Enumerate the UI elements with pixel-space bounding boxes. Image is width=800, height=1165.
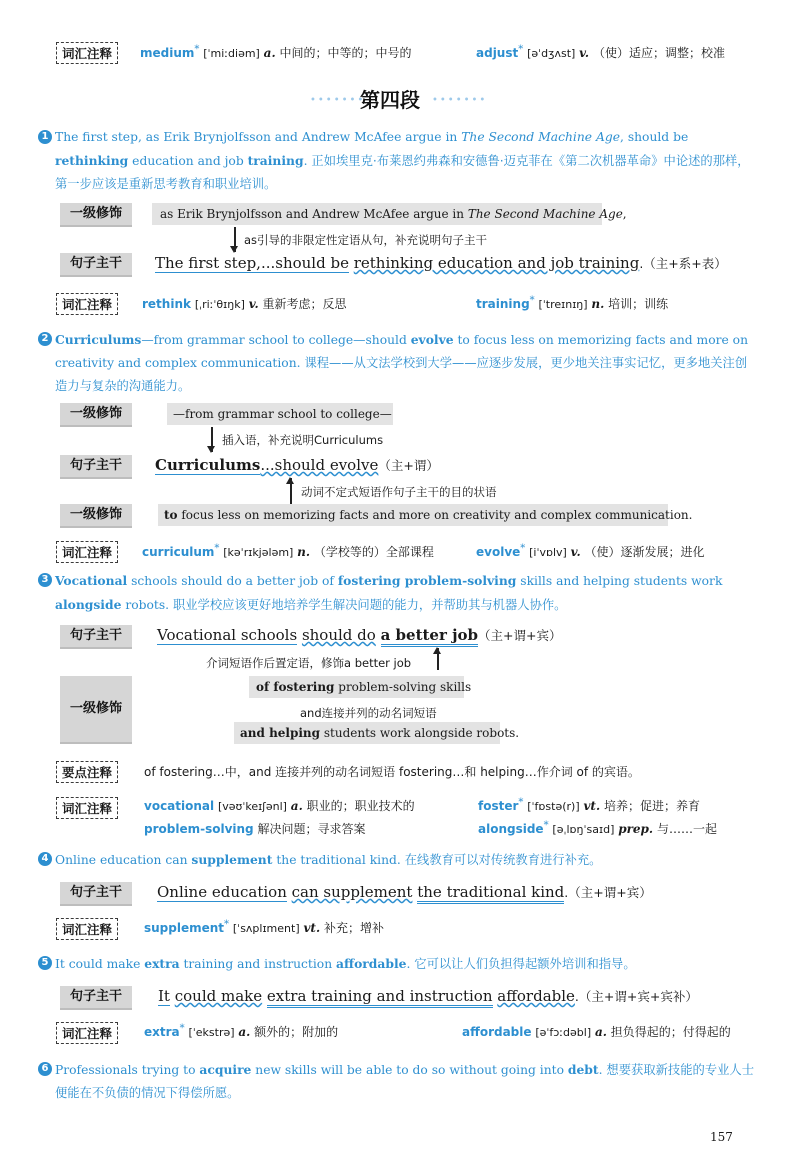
vocab-entry: rethink [ˌriːˈθɪŋk] v. 重新考虑；反思 <box>142 297 347 311</box>
arrow-icon <box>211 427 213 452</box>
modifier-text: —from grammar school to college— <box>173 407 392 421</box>
main-clause: Vocational schools should do a better job（主+谓+宾） <box>157 626 561 644</box>
key-point-label: 要点注释 <box>56 761 118 783</box>
vocab-entry: extra* [ˈekstrə] a. 额外的；附加的 <box>144 1023 339 1039</box>
vocab-label: 词汇注释 <box>56 541 118 563</box>
sentence-text: Online education can supplement the traditional kind. 在线教育可以对传统教育进行补充。 <box>55 852 602 867</box>
sentence-number: 2 <box>38 332 52 346</box>
sentence-text: Vocational schools should do a better job of fostering problem-solving skills and helping students work alongside robots. 职业学校应该更好地培养学生解决问题的能力，并帮助其与机器人协作。 <box>55 573 723 612</box>
label-modifier: 一级修饰 <box>60 403 132 427</box>
arrow-icon <box>437 648 439 670</box>
label-main-clause: 句子主干 <box>60 253 132 277</box>
vocab-entry: foster* [ˈfɒstə(r)] vt. 培养；促进；养育 <box>478 797 700 813</box>
sentence-number: 5 <box>38 956 52 970</box>
main-clause: Online education can supplement the traditional kind.（主+谓+宾） <box>157 883 652 901</box>
title-dots-right: ••••••• <box>432 95 488 106</box>
sentence-text: Curriculums—from grammar school to college—should evolve to focus less on memorizing facts and more on creativity and complex communication. 课程——从文法学校到大学——应逐步发展，更少地关注事实记忆，更多地关注创造力与复杂的沟通能力。 <box>55 332 748 393</box>
label-modifier: 一级修饰 <box>60 676 132 744</box>
sentence-text: It could make extra training and instruction affordable. 它可以让人们负担得起额外培训和指导。 <box>55 956 636 971</box>
page-number: 157 <box>710 1130 733 1144</box>
sentence-number: 6 <box>38 1062 52 1076</box>
section-title: 第四段 <box>360 88 420 112</box>
vocab-label: 词汇注释 <box>56 797 118 819</box>
vocab-entry: alongside* [əˌlɒŋˈsaɪd] prep. 与……一起 <box>478 820 717 836</box>
arrow-icon <box>234 227 236 252</box>
main-clause: The first step,...should be rethinking education and job training.（主+系+表） <box>155 254 727 272</box>
main-clause: It could make extra training and instruction affordable.（主+谓+宾+宾补） <box>158 987 698 1005</box>
vocab-entry: training* [ˈtreɪnɪŋ] n. 培训；训练 <box>476 295 669 311</box>
vocab-label: 词汇注释 <box>56 918 118 940</box>
modifier-text: of fostering problem-solving skills <box>256 680 472 694</box>
title-dots-left: ••••••• <box>310 95 366 106</box>
sentence-number: 4 <box>38 852 52 866</box>
sentence-text: Professionals trying to acquire new skills will be able to do so without going into debt. 想要获取新技能的专业人士便能在不负债的情况下得偿所愿。 <box>55 1062 754 1100</box>
label-main-clause: 句子主干 <box>60 625 132 649</box>
vocab-entry: vocational [vəʊˈkeɪʃənl] a. 职业的；职业技术的 <box>144 799 415 813</box>
vocab-label: 词汇注释 <box>56 1022 118 1044</box>
vocab-entry: supplement* [ˈsʌplɪment] vt. 补充；增补 <box>144 919 384 935</box>
label-modifier: 一级修饰 <box>60 203 132 227</box>
grammar-note: and连接并列的动名词短语 <box>300 706 437 720</box>
vocab-entry: evolve* [iˈvɒlv] v. （使）逐渐发展；进化 <box>476 543 705 559</box>
grammar-note: 介词短语作后置定语，修饰a better job <box>206 656 412 670</box>
modifier-text: as Erik Brynjolfsson and Andrew McAfee argue in The Second Machine Age, <box>160 207 627 221</box>
main-clause: Curriculums...should evolve（主+谓） <box>155 456 439 474</box>
vocab-label: 词汇注释 <box>56 293 118 315</box>
sentence-number: 3 <box>38 573 52 587</box>
vocab-entry: medium* [ˈmiːdiəm] a. 中间的；中等的；中号的 <box>140 44 412 60</box>
vocab-entry: affordable [əˈfɔːdəbl] a. 担负得起的；付得起的 <box>462 1025 731 1039</box>
modifier-text: to focus less on memorizing facts and more on creativity and complex communication. <box>164 508 693 522</box>
vocab-entry: adjust* [əˈdʒʌst] v. （使）适应；调整；校准 <box>476 44 725 60</box>
grammar-note: 动词不定式短语作句子主干的目的状语 <box>301 485 497 499</box>
sentence-text: The first step, as Erik Brynjolfsson and Andrew McAfee argue in The Second Machine Age, should be rethinking education and job training. 正如埃里克·布莱恩约弗森和安德鲁·迈克菲在《第二次机器革命》中论述的那样，第一步应该是重新思考教育和职业培训。 <box>55 130 750 191</box>
label-main-clause: 句子主干 <box>60 986 132 1010</box>
label-main-clause: 句子主干 <box>60 455 132 479</box>
modifier-text: and helping students work alongside robots. <box>240 726 520 740</box>
arrow-icon <box>290 478 292 504</box>
label-main-clause: 句子主干 <box>60 882 132 906</box>
grammar-note: as引导的非限定性定语从句，补充说明句子主干 <box>244 233 488 247</box>
vocab-label: 词汇注释 <box>56 42 118 64</box>
label-modifier: 一级修饰 <box>60 504 132 528</box>
grammar-note: 插入语，补充说明Curriculums <box>222 433 384 447</box>
key-point-text: of fostering…中，and 连接并列的动名词短语 fostering…和 helping…作介词 of 的宾语。 <box>144 765 640 779</box>
sentence-number: 1 <box>38 130 52 144</box>
vocab-entry: problem-solving 解决问题；寻求答案 <box>144 822 366 836</box>
vocab-entry: curriculum* [kəˈrɪkjələm] n. （学校等的）全部课程 <box>142 543 434 559</box>
